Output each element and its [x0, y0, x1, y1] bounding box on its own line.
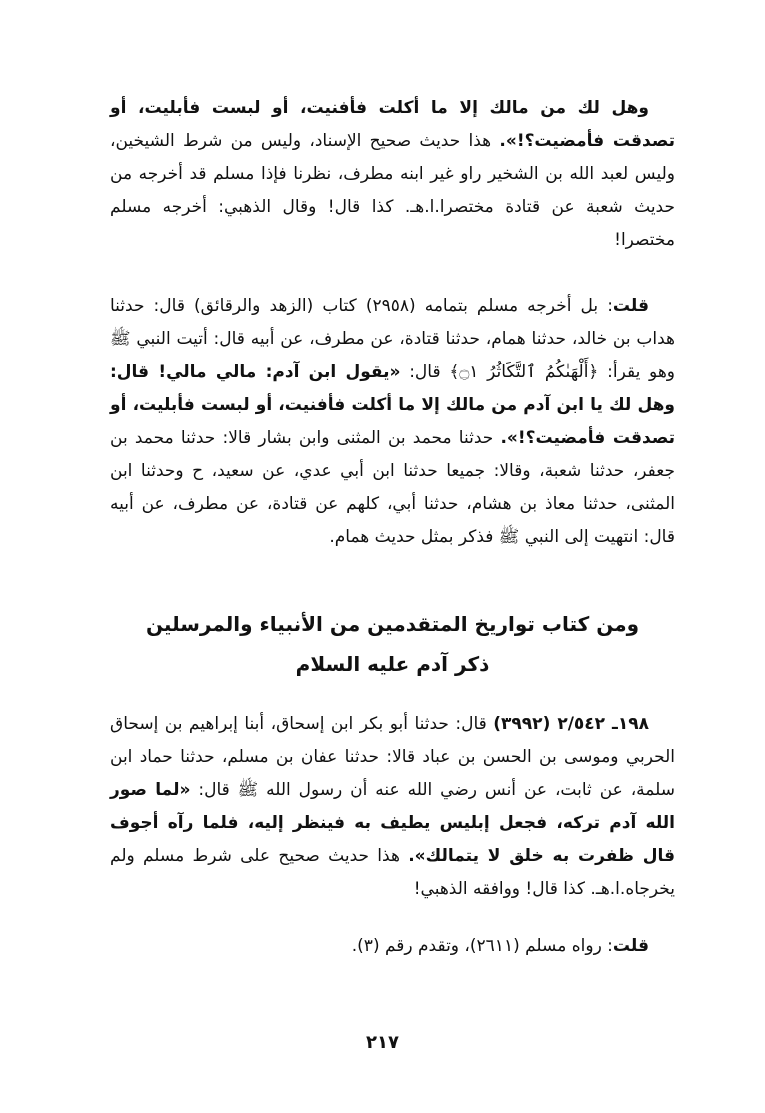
commentary-text: هذا حديث صحيح الإسناد، وليس من شرط الشيخين، وليس لعبد الله بن الشخير راو غير ابنه مطرف، نظرنا فإذا مسلم قد أخرجه من حديث شعبة عن قتادة مختصرا.ا.هـ. كذا قال! وقال الذهبي: أخرجه مسلم مختصرا! — [110, 131, 675, 250]
paragraph-text — [110, 92, 675, 257]
section-heading: ومن كتاب تواريخ المتقدمين من الأنبياء والمرسلين — [145, 612, 640, 636]
hadith-commentary-paragraph — [110, 92, 675, 257]
paragraph-text — [110, 930, 675, 963]
qultu-paragraph-2 — [110, 930, 675, 963]
paragraph-text — [110, 708, 675, 906]
page-number: ٢١٧ — [366, 1032, 399, 1053]
qultu-label: قلت — [612, 936, 649, 956]
qultu-paragraph — [110, 290, 675, 554]
reference-text: : رواه مسلم (٢٦١١)، وتقدم رقم (٣). — [351, 936, 613, 956]
qultu-label: قلت — [612, 296, 649, 316]
subsection-heading: ذكر آدم عليه السلام — [295, 652, 490, 676]
narration-chain-text-2: حدثنا محمد بن المثنى وابن بشار قالا: حدثنا محمد بن جعفر، حدثنا شعبة، وقالا: جميعا حدثنا ابن أبي عدي، عن سعيد، ح وحدثنا ابن المثنى، حدثنا معاذ بن هشام، حدثنا أبي، كلهم عن قتادة، عن مطرف، عن أبيه قال: انتهيت إلى النبي ﷺ فذكر بمثل حديث همام. — [110, 428, 675, 547]
paragraph-text — [110, 290, 675, 554]
narration-chain-text: : بل أخرجه مسلم بتمامه (٢٩٥٨) كتاب (الزهد والرقائق) قال: حدثنا هداب بن خالد، حدثنا همام، حدثنا قتادة، عن مطرف، عن أبيه قال: أتيت النبي ﷺ وهو يقرأ: ﴿أَلْهَىٰكُمُ ٱلتَّكَاثُرُ ۝١﴾ قال: — [110, 296, 676, 382]
narration-chain-text: قال: حدثنا أبو بكر ابن إسحاق، أبنا إبراهيم بن إسحاق الحربي وموسى بن الحسن بن عباد قالا: حدثنا عفان بن مسلم، حدثنا حماد ابن سلمة، عن ثابت، عن أنس رضي الله عنه أن رسول الله ﷺ قال: — [110, 714, 675, 800]
commentary-text: هذا حديث صحيح على شرط مسلم ولم يخرجاه.ا.هـ. كذا قال! ووافقه الذهبي! — [110, 846, 675, 899]
hadith-quote-bold: «لما صور الله آدم تركه، فجعل إبليس يطيف به فينظر إليه، فلما رآه أجوف قال ظفرت به خلق لا يتمالك». — [110, 780, 676, 866]
hadith-entry-198 — [110, 708, 675, 906]
hadith-quote-bold: «يقول ابن آدم: مالي مالي! قال: وهل لك يا ابن آدم من مالك إلا ما أكلت فأفنيت، أو لبست فأبليت، أو تصدقت فأمضيت؟!». — [110, 362, 676, 448]
hadith-number: ١٩٨ـ ٢/٥٤٢ (٣٩٩٢) — [493, 714, 649, 734]
hadith-quote-bold: وهل لك من مالك إلا ما أكلت فأفنيت، أو لبست فأبليت، أو تصدقت فأمضيت؟!». — [110, 98, 676, 151]
